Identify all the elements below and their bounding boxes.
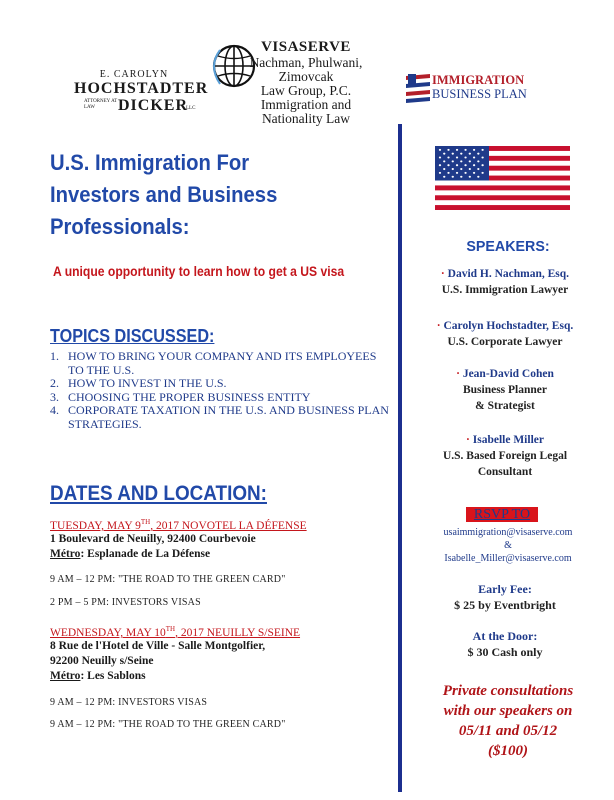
rsvp-email-link[interactable]: Isabelle_Miller@visaserve.com (444, 553, 572, 564)
speaker-item: · Carolyn Hochstadter, Esq. U.S. Corporate Lawyer (405, 318, 605, 350)
private-consultations: Private consultations with our speakers on 05/11 and 05/12 ($100) (442, 683, 574, 759)
rsvp-amp: & (504, 540, 512, 551)
speaker-role: U.S. Based Foreign Legal (442, 450, 568, 462)
speaker-role: U.S. Immigration Lawyer (441, 284, 569, 296)
rsvp-email-link[interactable]: usaimmigration@visaserve.com (443, 527, 573, 538)
event-2-metro: Métro: Les Sablons (50, 669, 146, 682)
speaker-role: Business Planner (462, 384, 548, 396)
event-2-session-2: 9 AM – 12 PM: "THE ROAD TO THE GREEN CARD" (50, 719, 286, 730)
speakers-heading: SPEAKERS: (466, 238, 550, 255)
speaker-item: · Jean-David Cohen Business Planner & Strategist (405, 366, 605, 414)
rsvp-emails (405, 526, 611, 565)
early-fee-value: $ 25 by Eventbright (454, 598, 556, 612)
topic-item: 2. HOW TO INVEST IN THE U.S. (50, 376, 227, 391)
logo-hd-line1: E. CAROLYN (99, 69, 169, 80)
door-fee-value: $ 30 Cash only (467, 645, 543, 659)
topic-item: 1. HOW TO BRING YOUR COMPANY AND ITS EMPLOYEES TO THE U.S. (50, 349, 377, 377)
event-2 (50, 625, 390, 684)
page-title: U.S. Immigration For Investors and Business Professionals: (50, 150, 278, 239)
event-1-heading: TUESDAY, MAY 9TH, 2017 NOVOTEL LA DÉFENSE (50, 518, 307, 532)
topics-list (50, 350, 390, 432)
speaker-item: · Isabelle Miller U.S. Based Foreign Legal Consultant (405, 432, 605, 480)
event-2-address-1: 8 Rue de l'Hotel de Ville - Salle Montgolfier, (50, 639, 266, 652)
topics-heading: TOPICS DISCUSSED: (50, 326, 215, 346)
speaker-name: Jean-David Cohen (462, 368, 554, 380)
speaker-role: Consultant (477, 466, 533, 478)
event-1-session-1: 9 AM – 12 PM: "THE ROAD TO THE GREEN CARD" (50, 574, 286, 585)
visaserve-name: VISASERVE (261, 39, 351, 55)
speaker-name: David H. Nachman, Esq. (447, 268, 570, 280)
logo-hd-small: ATTORNEY AT LAW (84, 99, 118, 110)
event-1-metro: Métro: Esplanade de La Défense (50, 547, 211, 560)
speaker-name: Isabelle Miller (472, 434, 544, 446)
event-1-address: 1 Boulevard de Neuilly, 92400 Courbevoie (50, 532, 256, 545)
ibp-flag-icon (406, 72, 430, 104)
speaker-name: Carolyn Hochstadter, Esq. (443, 320, 574, 332)
logo-hd-line3: DICKER (118, 97, 189, 114)
door-fee-label: At the Door: (472, 629, 538, 643)
event-1 (50, 518, 390, 562)
visaserve-lawgroup: Law Group, P.C. (260, 83, 352, 99)
ibp-line2: BUSINESS PLAN (432, 87, 527, 102)
topic-item: 4. CORPORATE TAXATION IN THE U.S. AND BUSINESS PLAN STRATEGIES. (50, 403, 389, 431)
topic-item: 3. CHOOSING THE PROPER BUSINESS ENTITY (50, 389, 311, 404)
logo-hd-line2: HOCHSTADTER (74, 80, 209, 97)
dates-heading: DATES AND LOCATION: (50, 482, 267, 505)
speaker-role: U.S. Corporate Lawyer (447, 336, 563, 348)
door-fee (405, 628, 605, 660)
rsvp-badge: RSVP TO (466, 507, 538, 522)
subtitle: A unique opportunity to learn how to get a US visa (53, 264, 345, 279)
column-divider (398, 124, 402, 792)
visaserve-logo (230, 40, 382, 127)
early-fee-label: Early Fee: (478, 582, 532, 596)
visaserve-tagline: Immigration and Nationality Law (260, 97, 352, 127)
speaker-role: & Strategist (475, 400, 535, 412)
event-2-session-1: 9 AM – 12 PM: INVESTORS VISAS (50, 697, 208, 708)
us-flag-icon (435, 146, 570, 210)
immigration-business-plan-logo (432, 73, 527, 102)
event-1-session-2: 2 PM – 5 PM: INVESTORS VISAS (50, 597, 201, 608)
event-2-address-2: 92200 Neuilly s/Seine (50, 654, 154, 667)
event-2-heading: WEDNESDAY, MAY 10TH, 2017 NEUILLY S/SEINE (50, 625, 301, 639)
ibp-line1: IMMIGRATION (432, 73, 525, 87)
hochstadter-dicker-logo (74, 69, 209, 114)
visaserve-firm: Nachman, Phulwani, Zimovcak (249, 54, 363, 84)
speaker-item: · David H. Nachman, Esq. U.S. Immigration Lawyer (405, 266, 605, 298)
logo-hd-suffix: LLC (186, 106, 196, 111)
early-fee (405, 581, 605, 613)
